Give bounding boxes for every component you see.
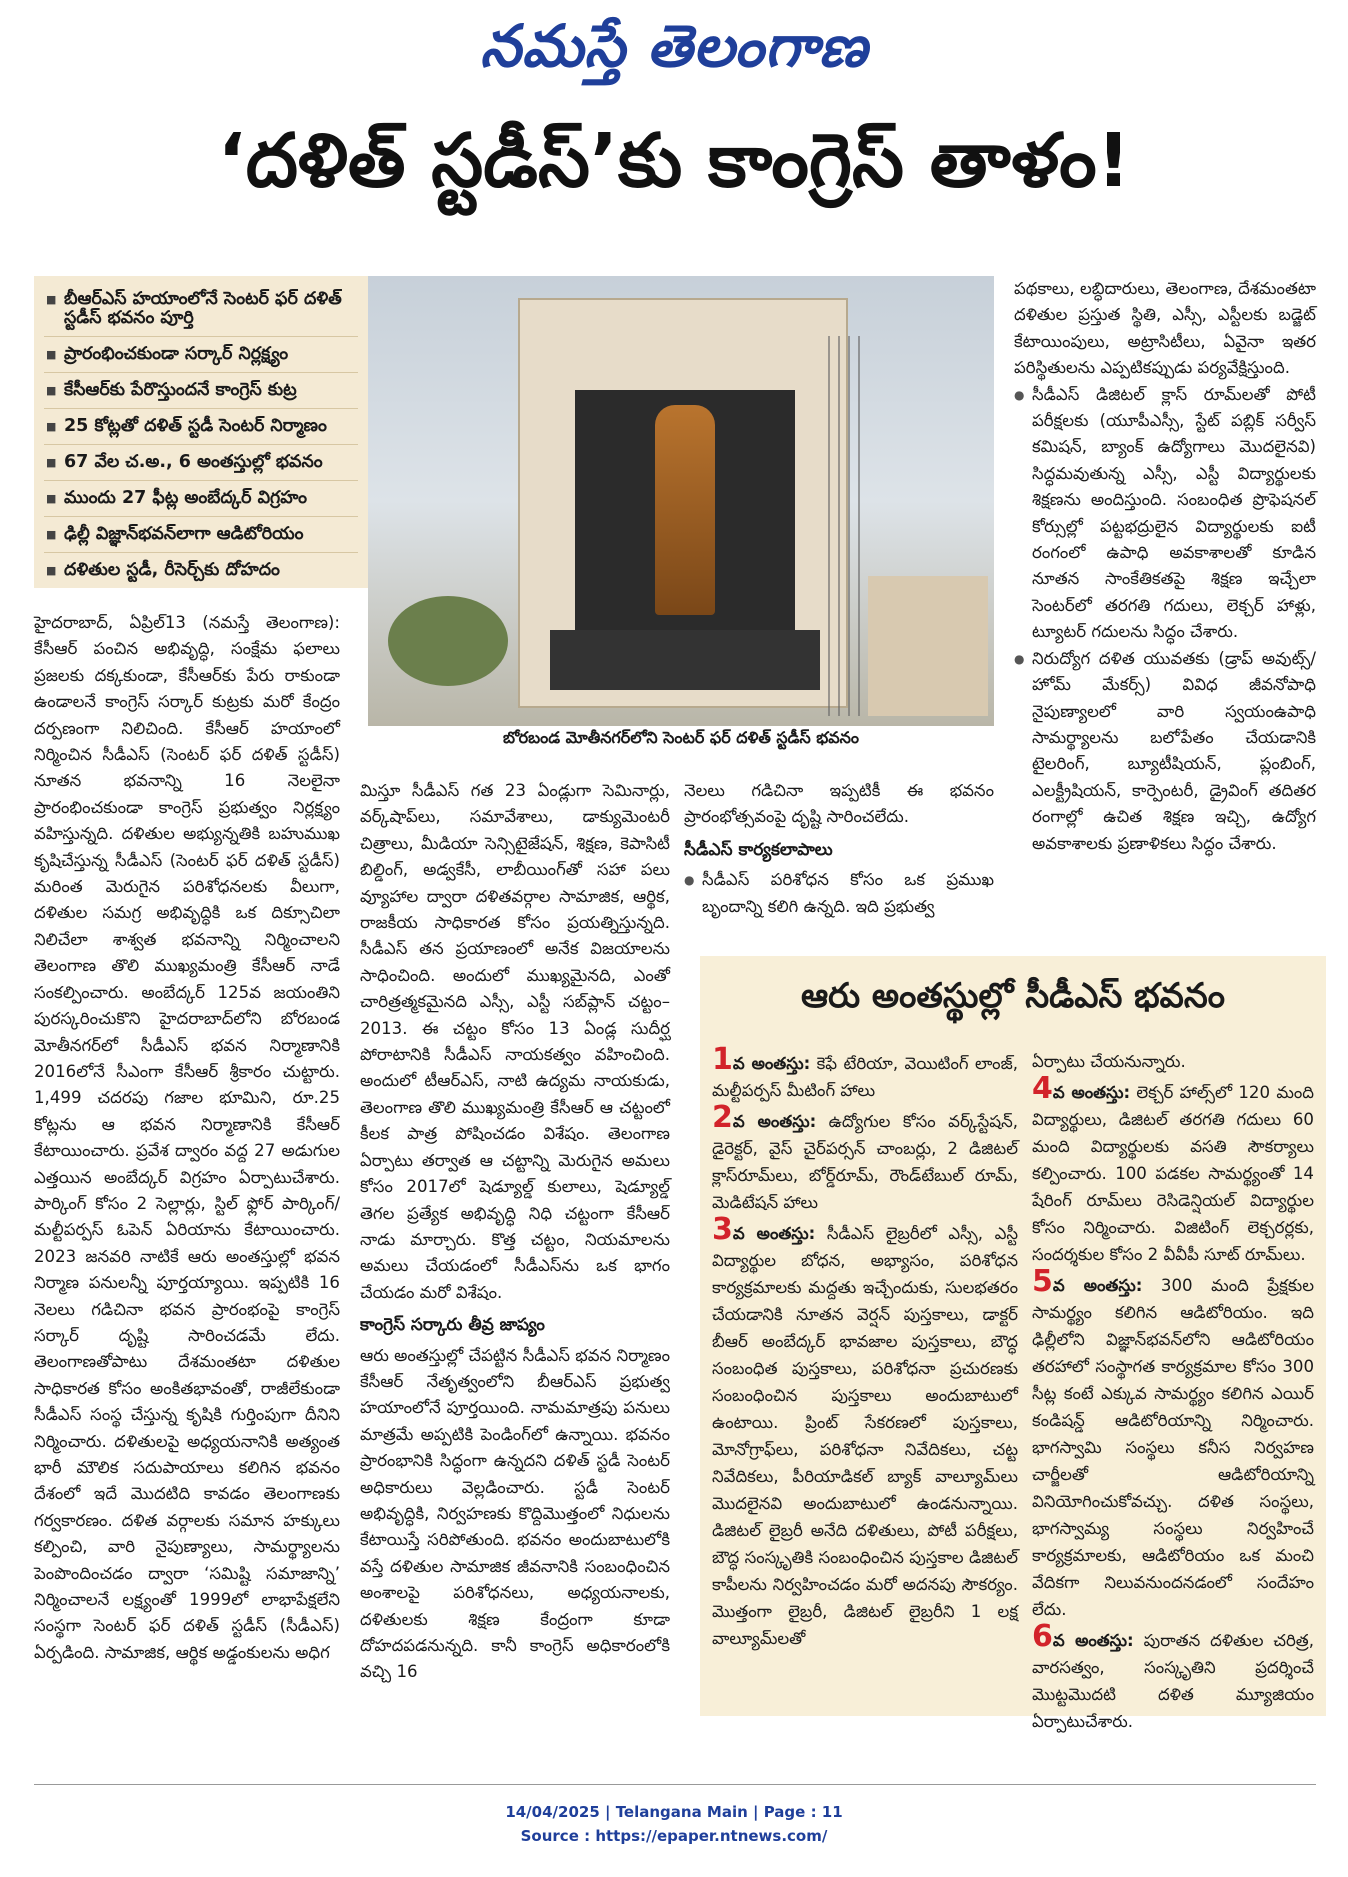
source-link[interactable]: Source : https://epaper.ntnews.com/: [520, 1827, 828, 1845]
article-text: హైదరాబాద్, ఏప్రిల్13 (నమస్తే తెలంగాణ): కేసీఆర్ పంచిన అభివృద్ధి, సంక్షేమ ఫలాలు ప్రజలకు దక్కకుండా, కేసీఆర్‌కు పేరు రాకుండా ఉండాలనే కాంగ్రెస్ సర్కార్ కుట్రకు మరో కేంద్రం దర్పణంగా నిలిచింది. కేసీఆర్ హయాంలో నిర్మించిన సీడీఎస్ (సెంటర్ ఫర్ దళిత్ స్టడీస్) నూతన భవనాన్ని 16 నెలలైనా ప్రారంభించకుండా కాంగ్రెస్ ప్రభుత్వం నిర్లక్ష్యం వహిస్తున్నది. దళితుల అభ్యున్నతికి బహుముఖ కృషిచేస్తున్న సీడీఎస్ (సెంటర్ ఫర్ దళిత్ స్టడీస్) మరింత మెరుగైన పరిశోధనలకు వీలుగా, దళితుల సమగ్ర అభివృద్ధికి ఒక దిక్సూచిలా నిలిచేలా శాశ్వత భవనాన్ని నిర్మించాలని తెలంగాణ తొలి ముఖ్యమంత్రి కేసీఆర్ నాడే సంకల్పించారు. అంబేద్కర్ 125వ జయంతిని పురస్కరించుకొని హైదరాబాద్‌లోని బోరబండ మోతీనగర్‌లో సీడీఎస్ భవన నిర్మాణానికి 2016లోనే సీఎంగా కేసీఆర్ శ్రీకారం చుట్టారు. 1,499 చదరపు గజాల భూమిని, రూ.25 కోట్లను ఆ భవన నిర్మాణానికి కేసీఆర్ కేటాయించారు. ప్రవేశ ద్వారం వద్ద 27 అడుగుల ఎత్తయిన అంబేద్కర్ విగ్రహం ఏర్పాటుచేశారు. పార్కింగ్ కోసం 2 సెల్లార్లు, స్టిల్ ఫ్లోర్ పార్కింగ్/మల్టీపర్పస్ ఓపెన్ ఏరియాను కేటాయించారు. 2023 జనవరి నాటికే ఆరు అంతస్తుల్లో భవన నిర్మాణ పనులన్నీ పూర్తయ్యాయి. ఇప్పటికి 16 నెలలు గడిచినా భవన ప్రారంభంపై కాంగ్రెస్ సర్కార్ దృష్టి సారించడమే లేదు. తెలంగాణతోపాటు దేశమంతటా దళితుల సాధికారత కోసం అంకితభావంతో, రాజీలేకుండా సీడీఎస్ సంస్థ చేస్తున్న కృషికి గుర్తింపుగా దీనిని నిర్మించారు. దళితులపై అధ్యయనానికి అత్యంత భారీ మౌలిక సదుపాయాలు కలిగిన భవనం దేశంలో ఇదే మొదటిది కావడం తెలంగాణకు గర్వకారణం. దళిత వర్గాలకు సమాన హక్కులు కల్పించి, వారి నైపుణ్యాలు, సామర్థ్యాలను పెంపొందించడం ద్వారా ‘సమిష్టి సమాజాన్ని’ నిర్మించాలనే లక్ష్యంతో 1999లో లాభాపేక్షలేని సంస్థగా సెంటర్ ఫర్ దళిత్ స్టడీస్ (సీడీఎస్) ఏర్పడింది. సామాజిక, ఆర్థిక అడ్డంకులను అధిగ: [34, 613, 340, 1662]
floor-item-continued: ఏర్పాటు చేయనున్నారు.: [1032, 1052, 1186, 1071]
floor-item: 3వ అంతస్తు: సీడీఎస్ లైబ్రరీలో ఎస్సీ, ఎస్టీ విద్యార్థుల బోధన, అభ్యాసం, పరిశోధన కార్యక్రమాలకు మద్దతు ఇచ్చేందుకు, సులభతరం చేయడానికి నూతన వెర్షన్ పుస్తకాలు, డాక్టర్ బీఆర్ అంబేద్కర్ భావజాల పుస్తకాలు, బౌద్ధ సంబంధిత పుస్తకాలు, పరిశోధనా ప్రచురణకు సంబంధించిన పుస్తకాలు అందుబాటులో ఉంటాయి. ప్రింట్ సేకరణలో పుస్తకాలు, మోనోగ్రాఫ్‌లు, పరిశోధనా నివేదికలు, చట్ట నివేదికలు, పీరియాడికల్ బ్యాక్ వాల్యూమ్‌లు మొదలైనవి అందుబాటులో ఉండనున్నాయి. డిజిటల్ లైబ్రరీ అనేది దళితులు, పోటీ పరీక్షలు, బౌద్ధ సంస్కృతికి సంబంధించిన పుస్తకాల డిజిటల్ కాపీలను నిర్వహించడం మరో అదనపు సౌకర్యం. మొత్తంగా లైబ్రరీ, డిజిటల్ లైబ్రరీని 1 లక్ష వాల్యూమ్‌లతో: [712, 1212, 1019, 1648]
floor-item: 2వ అంతస్తు: ఉద్యోగుల కోసం వర్క్‌స్టేషన్, డైరెక్టర్, వైస్ చైర్‌పర్సన్ చాంబర్లు, 2 డిజిటల్ క్లాస్‌రూమ్‌లు, బోర్డ్‌రూమ్, రౌండ్‌టేబుల్ రూమ్, మెడిటేషన్ హాలు: [712, 1100, 1018, 1212]
article-text: నెలలు గడిచినా ఇప్పటికీ ఈ భవనం ప్రారంభోత్సవంపై దృష్టి సారించలేదు.: [684, 781, 994, 827]
bullet-item: ● నిరుద్యోగ దళిత యువతకు (డ్రాప్ అవుట్స్/హోమ్ మేకర్స్) వివిధ జీవనోపాధి నైపుణ్యాలలో వారి స్వయంఉపాధి సామర్థ్యాలను బలోపేతం చేయడానికి టైలరింగ్, బ్యూటీషియన్, ప్లంబింగ్, ఎలక్ట్రీషియన్, కార్పెంటరీ, డ్రైవింగ్ తదితర రంగాల్లో ఉచిత శిక్షణ ఇచ్చి, ఉద్యోగ అవకాశాలకు ప్రణాళికలు సిద్ధం చేశారు.: [1014, 646, 1316, 857]
subheading: కాంగ్రెస్ సర్కారు తీవ్ర జాప్యం: [360, 1315, 545, 1336]
edition-info: 14/04/2025 | Telangana Main | Page : 11: [505, 1803, 843, 1821]
floor-item: 4వ అంతస్తు: లెక్చర్ హాల్స్‌లో 120 మంది విద్యార్థులు, డిజిటల్ తరగతి గదులు 60 మంది విద్యార్థులకు వసతి సౌకర్యాలు కల్పించారు. 100 పడకల సామర్థ్యంతో 14 షేరింగ్ రూమ్‌లు రెసిడెన్షియల్ విద్యార్థుల కోసం నిర్మించారు. విజిటింగ్ లెక్చరర్లకు, సందర్శకుల కోసం 2 వీవీపీ సూట్ రూమ్‌లు.: [1032, 1071, 1314, 1264]
highlight-item: ■ 25 కోట్లతో దళిత్ స్టడీ సెంటర్ నిర్మాణం: [44, 409, 358, 445]
highlight-item: ■ ముందు 27 ఫీట్ల అంబేద్కర్ విగ్రహం: [44, 481, 358, 517]
article-column-2: [360, 778, 670, 1686]
highlight-item: ■ ప్రారంభించకుండా సర్కార్ నిర్లక్ష్యం: [44, 337, 358, 373]
highlights-box: [34, 276, 368, 588]
ambedkar-statue: [655, 405, 715, 615]
floors-box: [700, 956, 1326, 1731]
box-title: ఆరు అంతస్థుల్లో సీడీఎస్ భవనం: [801, 976, 1225, 1016]
article-text: ఆరు అంతస్తుల్లో చేపట్టిన సీడీఎస్ భవన నిర్మాణం కేసీఆర్ నేతృత్వంలోని బీఆర్ఎస్ ప్రభుత్వ హయాంలోనే పూర్తయింది. నామమాత్రపు పనులు మాత్రమే అప్పటికి పెండింగ్‌లో ఉన్నాయి. భవనం ప్రారంభానికి సిద్ధంగా ఉన్నదని దళిత్ స్టడీ సెంటర్ అధికారులు వెల్లడించారు. స్టడీ సెంటర్ అభివృద్ధికి, నిర్వహణకు కొద్దిమొత్తంలో నిధులను కేటాయిస్తే సరిపోతుంది. భవనం అందుబాటులోకి వస్తే దళితుల సామాజిక జీవనానికి సంబంధించిన అంశాలపై పరిశోధనలు, అధ్యయనాలకు, దళితులకు శిక్షణ కేంద్రంగా కూడా దోహదపడనున్నది. కానీ కాంగ్రెస్ అధికారంలోకి వచ్చి 16: [360, 1345, 670, 1682]
highlight-item: ■ కేసీఆర్‌కు పేరొస్తుందనే కాంగ్రెస్ కుట్ర: [44, 373, 358, 409]
highlight-item: ■ 67 వేల చ.అ., 6 అంతస్తుల్లో భవనం: [44, 445, 358, 481]
footer-divider: [34, 1784, 1316, 1785]
bullet-item: ● సీడీఎస్ పరిశోధన కోసం ఒక ప్రముఖ బృందాన్ని కలిగి ఉన్నది. ఇది ప్రభుత్వ: [684, 867, 994, 920]
floor-item: 5వ అంతస్తు: 300 మంది ప్రేక్షకుల సామర్థ్యం కలిగిన ఆడిటోరియం. ఇది ఢిల్లీలోని విజ్ఞాన్‌భవన్‌లోని ఆడిటోరియం తరహాలో సంస్థాగత కార్యక్రమాల కోసం 300 సీట్ల కంటే ఎక్కువ సామర్థ్యం కలిగిన ఎయిర్ కండిషన్డ్ ఆడిటోరియాన్ని నిర్మించారు. భాగస్వామి సంస్థలు కనీస నిర్వహణ చార్జీలతో ఆడిటోరియాన్ని వినియోగించుకోవచ్చు. దళిత సంస్థలు, భాగస్వామ్య సంస్థలు నిర్వహించే కార్యక్రమాలకు, ఆడిటోరియం ఒక మంచి వేదికగా నిలువనుందనడంలో సందేహం లేదు.: [1032, 1264, 1315, 1619]
building-photo: [368, 276, 994, 726]
floor-item: 6వ అంతస్తు: పురాతన దళితుల చరిత్ర, వారసత్వం, సంస్కృతిని ప్రదర్శించే మొట్టమొదటి దళిత మ్యూజియం ఏర్పాటుచేశారు.: [1032, 1619, 1314, 1731]
masthead-logo: నమస్తే తెలంగాణ: [480, 12, 868, 80]
box-column-right: [1032, 1048, 1314, 1737]
article-column-4: [1014, 276, 1316, 857]
headline: ‘దళిత్ స్టడీస్’కు కాంగ్రెస్ తాళం!: [217, 118, 1131, 204]
photo-caption: బోరబండ మోతీనగర్‌లోని సెంటర్ ఫర్ దళిత్ స్టడీస్ భవనం: [502, 728, 860, 747]
highlight-item: ■ ఢిల్లీ విజ్ఞాన్‌భవన్‌లాగా ఆడిటోరియం: [44, 517, 358, 553]
box-column-left: [712, 1042, 1019, 1654]
article-text: పథకాలు, లబ్ధిదారులు, తెలంగాణ, దేశమంతటా దళితుల ప్రస్తుత స్థితి, ఎస్సీ, ఎస్టీలకు బడ్జెట్ కేటాయింపులు, అట్రాసిటీలు, ఏవైనా ఇతర పరిస్థితులను ఎప్పటికప్పుడు పర్యవేక్షిస్తుంది.: [1014, 279, 1316, 378]
article-column-3: [684, 778, 994, 920]
highlight-item: ■ దళితుల స్టడీ, రీసెర్చ్‌కు దోహదం: [44, 553, 358, 588]
floor-item: 1వ అంతస్తు: కెఫే టేరియా, వెయిటింగ్ లాంజ్, మల్టీపర్పస్ మీటింగ్ హాలు: [712, 1042, 1018, 1100]
subheading: సీడీఎస్ కార్యకలాపాలు: [684, 839, 833, 860]
bullet-item: ● సీడీఎస్ డిజిటల్ క్లాస్ రూమ్‌లతో పోటీ పరీక్షలకు (యూపీఎస్సీ, స్టేట్ పబ్లిక్ సర్వీస్ కమిషన్, బ్యాంక్ ఉద్యోగాలు మొదలైనవి) సిద్ధమవుతున్న ఎస్సీ, ఎస్టీ విద్యార్థులకు శిక్షణను అందిస్తుంది. సంబంధిత ప్రొఫెషనల్ కోర్సుల్లో పట్టభద్రులైన విద్యార్థులకు ఐటీ రంగంలో ఉపాధి అవకాశాలతో కూడిన నూతన సాంకేతికతపై శిక్షణ ఇచ్చేలా సెంటర్‌లో తరగతి గదులు, లెక్చర్ హాళ్లు, ట్యూటర్ గదులను సిద్ధం చేశారు.: [1014, 382, 1316, 646]
highlight-item: ■ బీఆర్ఎస్ హయాంలోనే సెంటర్ ఫర్ దళిత్ స్టడీస్ భవనం పూర్తి: [44, 282, 358, 337]
article-text: మిస్తూ సీడీఎస్ గత 23 ఏండ్లుగా సెమినార్లు, వర్క్‌షాప్‌లు, సమావేశాలు, డాక్యుమెంటరీ చిత్రాలు, మీడియా సెన్సిటైజేషన్, శిక్షణ, కెపాసిటీ బిల్డింగ్, అడ్వకేసీ, లాబీయింగ్‌తో సహా పలు వ్యూహాల ద్వారా దళితవర్గాల సామాజిక, ఆర్థిక, రాజకీయ సాధికారత కోసం ప్రయత్నిస్తున్నది. సీడీఎస్ తన ప్రయాణంలో అనేక విజయాలను సాధించింది. అందులో ముఖ్యమైనది, ఎంతో చారిత్రత్మకమైనది ఎస్సీ, ఎస్టీ సబ్‌ప్లాన్ చట్టం–2013. ఈ చట్టం కోసం 13 ఏండ్ల సుదీర్ఘ పోరాటానికి సీడీఎస్ నాయకత్వం వహించింది. అందులో టీఆర్ఎస్, నాటి ఉద్యమ నాయకుడు, తెలంగాణ తొలి ముఖ్యమంత్రి కేసీఆర్ ఆ చట్టంలో కీలక పాత్ర పోషించడం విశేషం. తెలంగాణ ఏర్పాటు తర్వాత ఆ చట్టాన్ని మెరుగైన అమలు కోసం 2017లో షెడ్యూల్డ్ కులాలు, షెడ్యూల్డ్ తెగల ప్రత్యేక అభివృద్ధి నిధి చట్టంగా కేసీఆర్ నాడు మార్చారు. కొత్త చట్టం, నియమాలను అమలు చేయడంలో సీడీఎస్‌ను ఒక భాగం చేయడం మరో విశేషం.: [360, 781, 670, 1302]
article-column-1: [34, 610, 340, 1666]
